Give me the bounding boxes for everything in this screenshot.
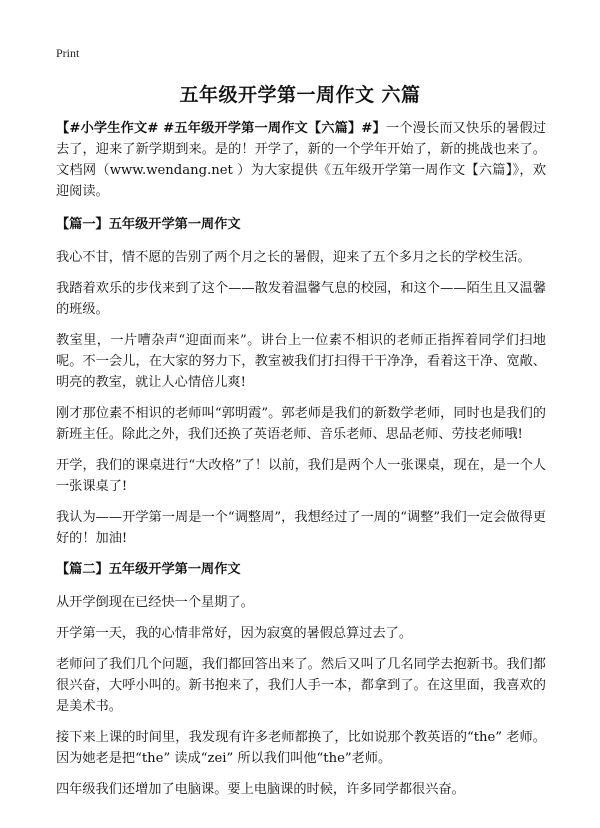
intro-paragraph — [56, 118, 546, 202]
document-body — [56, 118, 546, 810]
section1-paragraph: 刚才那位素不相识的老师叫“郭明霞”。郭老师是我们的新数学老师，同时也是我们的新班主任。除此之外，我们还换了英语老师、音乐老师、思品老师、劳技老师哦! — [56, 406, 546, 442]
section2-paragraph: 老师问了我们几个问题，我们都回答出来了。然后又叫了几名同学去抱新书。我们都很兴奋，大呼小叫的。新书抱来了，我们人手一本，都拿到了。在这里面，我喜欢的是美术书。 — [56, 657, 546, 714]
section1-paragraph: 开学，我们的课桌进行“大改格”了！以前，我们是两个人一张课桌，现在，是一个人一张课桌了! — [56, 458, 546, 494]
print-label: Print — [56, 46, 80, 60]
document-title: 五年级开学第一周作文 六篇 — [179, 84, 421, 106]
section1-paragraph: 我心不甘，情不愿的告别了两个月之长的暑假，迎来了五个多月之长的学校生活。 — [56, 250, 531, 265]
section1-paragraph: 我踏着欢乐的步伐来到了这个——散发着温馨气息的校园，和这个——陌生且又温馨的班级。 — [56, 281, 546, 317]
section-heading-2: 【篇二】五年级开学第一周作文 — [56, 562, 241, 577]
intro-text: 一个漫长而又快乐的暑假过去了，迎来了新学期到来。是的！开学了，新的一个学年开始了，新的挑战也来了。文档网（www.wendang.net ）为大家提供《五年级开学第一周作文【六篇】》，欢迎阅读。 — [56, 121, 546, 199]
section2-paragraph: 接下来上课的时间里，我发现有许多老师都换了，比如说那个教英语的“the” 老师。因为她老是把“the” 读成“zei” 所以我们叫他“the”老师。 — [56, 730, 546, 766]
section1-paragraph: 教室里，一片嘈杂声“迎面而来”。讲台上一位素不相识的老师正指挥着同学们扫地呢。不一会儿，在大家的努力下，教室被我们打扫得干干净净，看着这干净、宽敞、明亮的教室，就让人心情倍儿爽! — [56, 333, 546, 390]
intro-tags: 【#小学生作文# #五年级开学第一周作文【六篇】#】 — [56, 121, 386, 136]
section2-paragraph: 四年级我们还增加了电脑课。要上电脑课的时候，许多同学都很兴奋。 — [56, 782, 465, 797]
section2-paragraph: 开学第一天，我的心情非常好，因为寂寞的暑假总算过去了。 — [56, 626, 413, 641]
section-heading-1: 【篇一】五年级开学第一周作文 — [56, 217, 241, 232]
section2-paragraph: 从开学倒现在已经快一个星期了。 — [56, 595, 254, 610]
section1-paragraph: 我认为——开学第一周是一个“调整周”，我想经过了一周的“调整”我们一定会做得更好的！加油! — [56, 510, 546, 546]
